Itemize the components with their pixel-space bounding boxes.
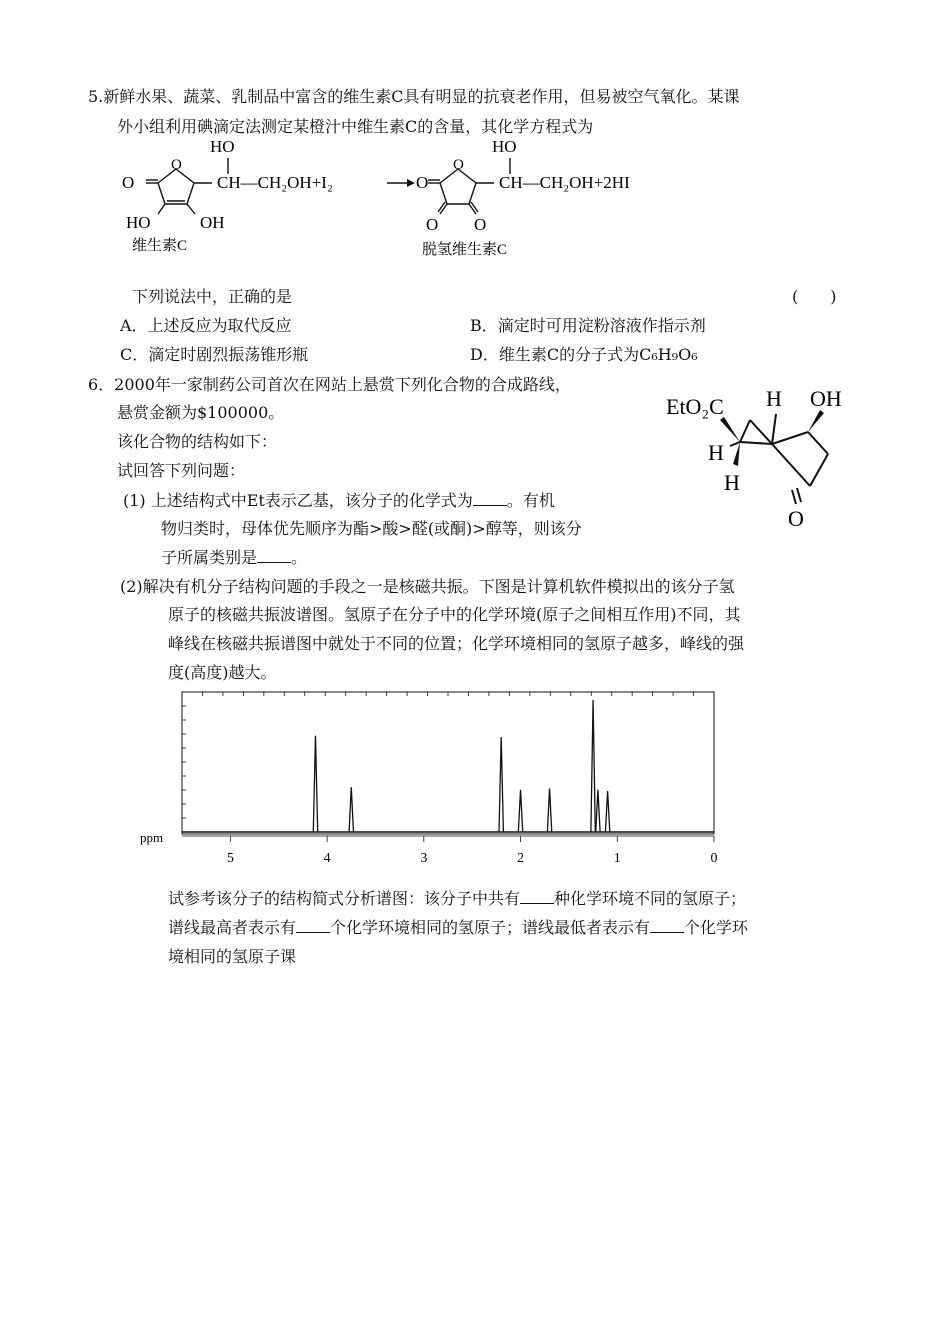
bicyclic-compound-structure: [660, 380, 860, 530]
q5-stem-line2: 外小组利用碘滴定法测定某橙汁中维生素C的含量，其化学方程式为: [117, 117, 594, 136]
x-tick-label: 4: [323, 851, 331, 866]
q6-line2: 悬赏金额为$100000。: [117, 403, 285, 422]
h-label-top: H: [766, 386, 782, 411]
q6-part1-line2: 物归类时，母体优先顺序为酯>酸>醛(或酮)>醇等，则该分: [161, 519, 582, 538]
answer-blank-formula[interactable]: [473, 491, 507, 506]
reactant-ho: HO: [126, 213, 151, 232]
answer-blank-highest[interactable]: [296, 918, 330, 933]
reactant-label: 维生素C: [132, 238, 188, 254]
ring-o: O: [171, 157, 182, 173]
h-label-mid: H: [708, 440, 724, 465]
ketone-o-label: O: [788, 506, 804, 530]
nmr-peak: [349, 787, 353, 832]
q6-line1: 6．2000年一家制药公司首次在网站上悬赏下列化合物的合成路线，: [88, 375, 571, 394]
reactant-ho-top: HO: [210, 137, 235, 156]
q6-part1-line3: 子所属类别是 。: [161, 548, 308, 567]
eto2c-label: EtO₂C: [666, 394, 724, 419]
nmr-peak: [313, 736, 317, 832]
nmr-peak: [499, 737, 503, 832]
option-b: B．滴定时可用淀粉溶液作指示剂: [470, 316, 706, 335]
x-tick-label: 0: [710, 851, 718, 866]
q6-line3: 该化合物的结构如下：: [117, 432, 278, 451]
reactant-side-chain: CH—CH₂OH+I₂: [217, 173, 333, 192]
x-tick-label: 5: [226, 851, 234, 866]
q5-stem-line1: 5.新鲜水果、蔬菜、乳制品中富含的维生素C具有明显的抗衰老作用，但易被空气氧化。某课: [88, 87, 740, 106]
option-a: A．上述反应为取代反应: [120, 316, 292, 335]
answer-blank-env-count[interactable]: [520, 889, 554, 904]
product-o: O: [416, 173, 429, 192]
x-tick-label: 3: [420, 851, 428, 866]
nmr-peak: [596, 790, 600, 832]
option-c: C．滴定时剧烈振荡锥形瓶: [120, 345, 309, 364]
x-tick-label: 1: [613, 851, 621, 866]
reactant-oh: OH: [200, 213, 225, 232]
x-axis-label: ppm: [140, 830, 164, 845]
q6-part2-line4: 度(高度)越大。: [168, 663, 277, 682]
q6-part2-line1: (2)解决有机分子结构问题的手段之一是核磁共振。下图是计算机软件模拟出的该分子氢: [120, 577, 735, 596]
nmr-spectrum-chart: [136, 686, 736, 872]
product-side-chain: CH—CH₂OH+2HI: [499, 173, 630, 192]
product-o-right: O: [474, 215, 487, 234]
answer-blank-class[interactable]: [257, 548, 291, 563]
oh-label: OH: [810, 386, 842, 411]
chart-frame: [182, 692, 714, 834]
product-ring-o: O: [453, 157, 464, 173]
product-label: 脱氢维生素C: [422, 242, 508, 258]
q5-question: 下列说法中，正确的是: [132, 287, 293, 306]
nmr-peak: [547, 788, 551, 832]
q5-number: 5.: [88, 87, 104, 106]
q6-tail-line2: 谱线最高者表示有 个化学环境相同的氢原子；谱线最低者表示有 个化学环: [168, 918, 749, 937]
q6-tail-line1: 试参考该分子的结构简式分析谱图：该分子中共有 种化学环境不同的氢原子；: [168, 889, 747, 908]
q6-tail-line3: 境相同的氢原子课: [168, 947, 297, 966]
x-tick-label: 2: [517, 851, 525, 866]
product-o-left: O: [426, 215, 439, 234]
nmr-peak: [518, 790, 522, 832]
reactant-o: O: [122, 173, 135, 192]
answer-paren: ( ): [792, 287, 837, 306]
q6-part2-line2: 原子的核磁共振波谱图。氢原子在分子中的化学环境(原子之间相互作用)不同，其: [168, 605, 741, 624]
answer-blank-lowest[interactable]: [650, 918, 684, 933]
nmr-peak: [605, 791, 609, 832]
product-ho-top: HO: [492, 137, 517, 156]
q6-line4: 试回答下列问题：: [117, 461, 246, 480]
option-d: D．维生素C的分子式为C₆H₉O₆: [470, 345, 698, 364]
q6-part1-line1: (1) 上述结构式中Et表示乙基，该分子的化学式为 。有机: [123, 491, 555, 510]
vitamin-c-reaction-equation: [120, 136, 680, 266]
q6-part2-line3: 峰线在核磁共振谱图中就处于不同的位置；化学环境相同的氢原子越多，峰线的强: [168, 634, 745, 653]
h-label-low: H: [724, 470, 740, 495]
nmr-peak: [591, 700, 595, 832]
